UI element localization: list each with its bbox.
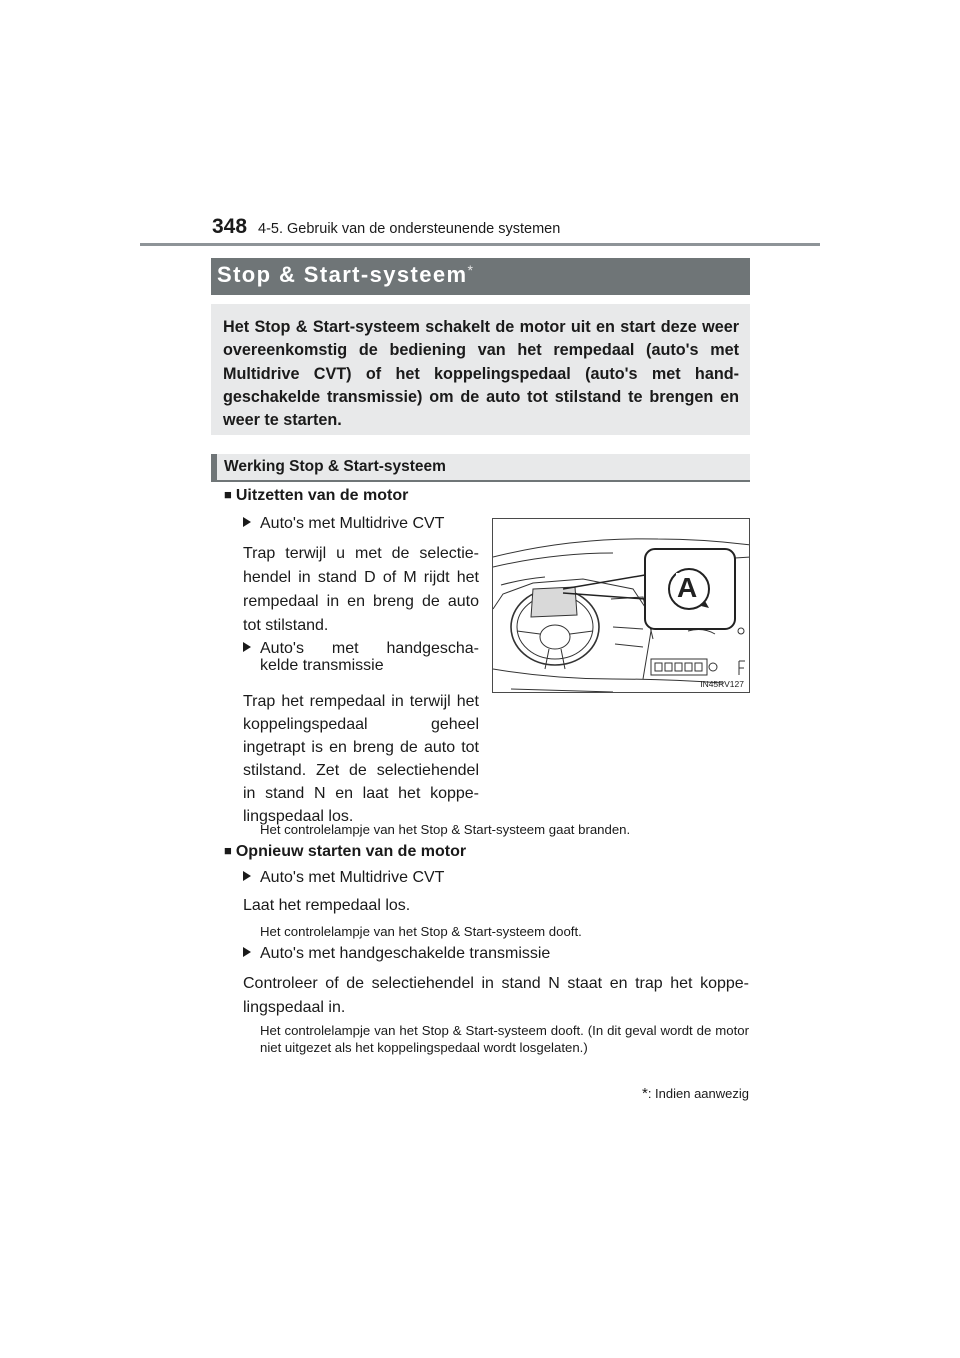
subsection-heading	[211, 454, 750, 482]
footnote	[642, 1085, 749, 1102]
stop-cvt-label-text: Auto's met Multidrive CVT	[260, 515, 445, 532]
restart-manual-label	[243, 945, 550, 963]
intro-text: Het Stop & Start-systeem schakelt de motor uit en start deze weer overeenkomstig de bediening van het rempedaal (auto's met Multidrive CVT) of het koppelingspedaal (auto's met hand-geschakelde transmissie) om de auto tot stilstand te brengen en weer te starten.	[223, 318, 739, 430]
title-footnote-star: *	[467, 262, 475, 278]
restart-heading-text: Opnieuw starten van de motor	[235, 843, 467, 860]
triangle-right-icon	[243, 871, 251, 881]
header-divider	[140, 243, 820, 246]
restart-cvt-label	[243, 869, 444, 887]
subsection-label: Werking Stop & Start-systeem	[224, 458, 446, 475]
stop-heading-text: Uitzetten van de motor	[235, 487, 409, 504]
intro-box	[211, 304, 750, 435]
stop-note: Het controlelampje van het Stop & Start-systeem gaat branden.	[260, 822, 631, 837]
dashboard-illustration	[492, 518, 750, 693]
figure-code: IN45RV127	[700, 679, 744, 689]
stop-manual-text: Trap het rempedaal in terwijl het koppelingspedaal geheel ingetrapt is en breng de auto tot stilstand. Zet de selectiehendel in stand N en laat het koppe-lingspedaal los.	[243, 693, 479, 825]
footnote-star: *	[641, 1085, 648, 1102]
restart-cvt-label-text: Auto's met Multidrive CVT	[260, 869, 445, 886]
page-title	[217, 262, 474, 288]
restart-manual-text: Controleer of de selectiehendel in stand N staat en trap het koppe-lingspedaal in.	[243, 975, 749, 1016]
restart-manual-note: Het controlelampje van het Stop & Start-systeem dooft. (In dit geval wordt de motor niet uitgezet als het koppelingspedaal wordt losgelaten.)	[260, 1023, 749, 1055]
page-title-text: Stop & Start-systeem	[217, 262, 468, 287]
restart-manual-label-text: Auto's met handgeschakelde transmissie	[260, 945, 551, 962]
restart-heading	[224, 843, 466, 861]
stop-manual-label-text-1: Auto's met handgescha-	[260, 640, 479, 657]
triangle-right-icon	[243, 947, 251, 957]
footnote-text: : Indien aanwezig	[647, 1086, 749, 1101]
subsection-marker	[211, 454, 217, 480]
figure-callout-label: A	[677, 572, 698, 603]
stop-heading	[224, 487, 408, 505]
stop-manual-label	[243, 640, 479, 658]
stop-cvt-text: Trap terwijl u met de selectie-hendel in stand D of M rijdt het rempedaal in en breng de auto tot stilstand.	[243, 545, 479, 634]
stop-cvt-label	[243, 515, 444, 533]
title-bar	[211, 258, 750, 295]
square-bullet-icon: ■	[224, 843, 232, 858]
page-number: 348	[212, 215, 248, 238]
restart-cvt-note: Het controlelampje van het Stop & Start-systeem dooft.	[260, 924, 582, 939]
section-label: 4-5. Gebruik van de ondersteunende systemen	[258, 221, 561, 237]
triangle-right-icon	[243, 517, 251, 527]
square-bullet-icon: ■	[224, 487, 232, 502]
restart-cvt-text: Laat het rempedaal los.	[243, 897, 411, 914]
triangle-right-icon	[243, 642, 251, 652]
stop-manual-label-line2: kelde transmissie	[260, 657, 384, 674]
dashboard-drawing	[493, 519, 750, 693]
